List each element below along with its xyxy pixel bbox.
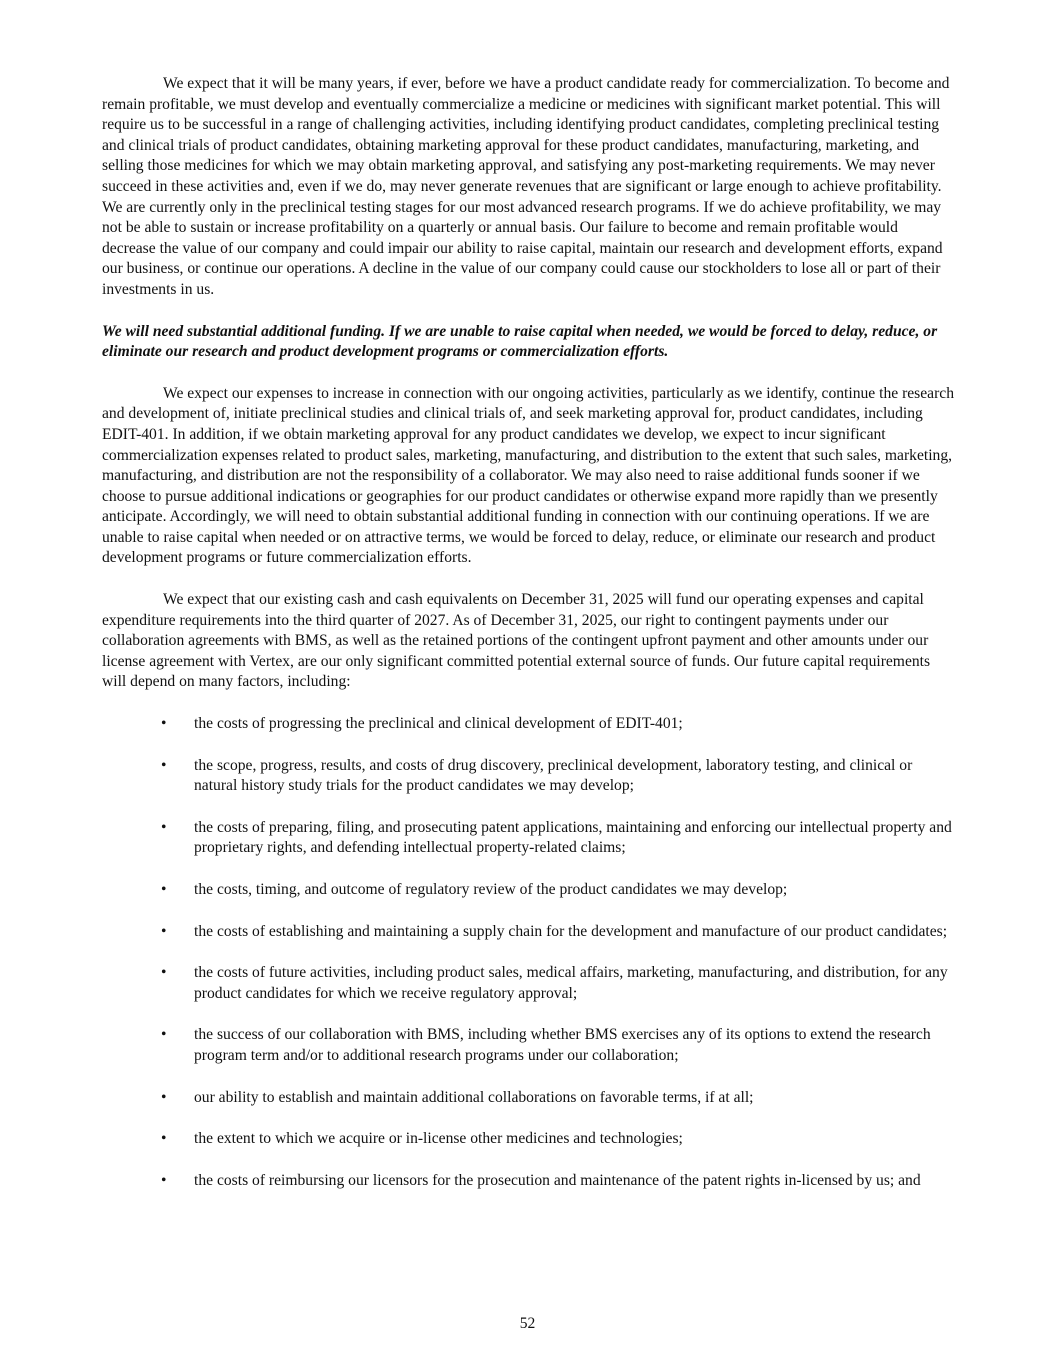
list-item xyxy=(102,880,955,901)
paragraph-cash-runway: We expect that our existing cash and cash equivalents on December 31, 2025 will fund our operating expenses and capital expenditure requirements into the third quarter of 2027. As of December 31, 2025, our right to contingent payments under our collaboration agreements with BMS, as well as the retained portions of the contingent upfront payment and other amounts under our license agreement with Vertex, are our only significant committed potential external source of funds. Our future capital requirements will depend on many factors, including: xyxy=(102,591,931,691)
paragraph-expenses: We expect our expenses to increase in connection with our ongoing activities, particularly as we identify, continue the research and development of, initiate preclinical studies and clinical trials of, and seek marketing approval for, product candidates, including EDIT-401. In addition, if we obtain marketing approval for any product candidates we develop, we expect to incur significant commercialization expenses related to product sales, marketing, manufacturing, and distribution to the extent that such sales, marketing, manufacturing, and distribution are not the responsibility of a collaborator. We may also need to raise additional funds sooner if we choose to pursue additional indications or geographies for our product candidates or otherwise expand more rapidly than we presently anticipate. Accordingly, we will need to obtain substantial additional funding in connection with our continuing operations. If we are unable to raise capital when needed or on attractive terms, we would be forced to delay, reduce, or eliminate our research and product development programs or future commercialization efforts. xyxy=(102,384,955,567)
list-item-text: the costs of preparing, filing, and prosecuting patent applications, maintaining and enforcing our intellectual property and proprietary rights, and defending intellectual property-related claims; xyxy=(194,818,952,857)
list-item xyxy=(102,714,955,735)
list-item-text: the extent to which we acquire or in-license other medicines and technologies; xyxy=(194,1130,683,1148)
list-item xyxy=(102,756,955,797)
list-item xyxy=(102,922,955,943)
page-number: 52 xyxy=(519,1315,536,1332)
list-item-text: the costs of progressing the preclinical and clinical development of EDIT-401; xyxy=(194,715,683,733)
bullet-icon: • xyxy=(161,1088,167,1106)
list-item xyxy=(102,1171,955,1192)
list-item-text: the costs of future activities, including product sales, medical affairs, marketing, manufacturing, and distribution, for any product candidates for which we receive regulatory approval; xyxy=(194,964,948,1002)
capital-requirement-factors-list xyxy=(102,714,955,1191)
bullet-icon: • xyxy=(161,715,167,733)
bullet-icon: • xyxy=(161,881,167,898)
paragraph-profitability: We expect that it will be many years, if ever, before we have a product candidate ready for commercialization. To become and remain profitable, we must develop and eventually commercialize a medicine or medicines with significant market potential. This will require us to be successful in a range of challenging activities, including identifying product candidates, completing preclinical testing and clinical trials of product candidates, obtaining marketing approval for these product candidates, manufacturing, marketing, and selling those medicines for which we may obtain marketing approval, and satisfying any post-marketing requirements. We may never succeed in these activities and, even if we do, may never generate revenues that are significant or large enough to achieve profitability. We are currently only in the preclinical testing stages for our most advanced research programs. If we do achieve profitability, we may not be able to sustain or increase profitability on a quarterly or annual basis. Our failure to become and remain profitable would decrease the value of our company and could impair our ability to raise capital, maintain our research and development efforts, expand our business, or continue our operations. A decline in the value of our company could cause our stockholders to lose all or part of their investments in us. xyxy=(102,75,950,298)
list-item-text: the costs of reimbursing our licensors for the prosecution and maintenance of the patent rights in-licensed by us; and xyxy=(194,1171,921,1189)
bullet-icon: • xyxy=(161,922,167,940)
list-item-text: our ability to establish and maintain additional collaborations on favorable terms, if at all; xyxy=(194,1088,754,1106)
bullet-icon: • xyxy=(161,964,167,982)
list-item xyxy=(102,818,955,859)
list-item-text: the success of our collaboration with BMS, including whether BMS exercises any of its options to extend the research program term and/or to additional research programs under our collaboration; xyxy=(194,1026,931,1064)
bullet-icon: • xyxy=(161,756,167,774)
list-item-text: the scope, progress, results, and costs of drug discovery, preclinical development, laboratory testing, and clinical or natural history study trials for the product candidates we may develop; xyxy=(194,756,913,795)
list-item xyxy=(102,1129,955,1150)
bullet-icon: • xyxy=(161,818,167,836)
bullet-icon: • xyxy=(161,1026,167,1044)
risk-factor-heading: We will need substantial additional funding. If we are unable to raise capital when needed, we would be forced to delay, reduce, or eliminate our research and product development programs or commercialization efforts. xyxy=(102,322,938,361)
list-item xyxy=(102,1025,955,1066)
list-item xyxy=(102,963,955,1004)
bullet-icon: • xyxy=(161,1171,167,1189)
bullet-icon: • xyxy=(161,1130,167,1148)
list-item xyxy=(102,1088,955,1109)
list-item-text: the costs of establishing and maintaining a supply chain for the development and manufacture of our product candidates; xyxy=(194,922,948,940)
document-page xyxy=(102,74,955,1212)
list-item-text: the costs, timing, and outcome of regulatory review of the product candidates we may develop; xyxy=(194,881,788,898)
